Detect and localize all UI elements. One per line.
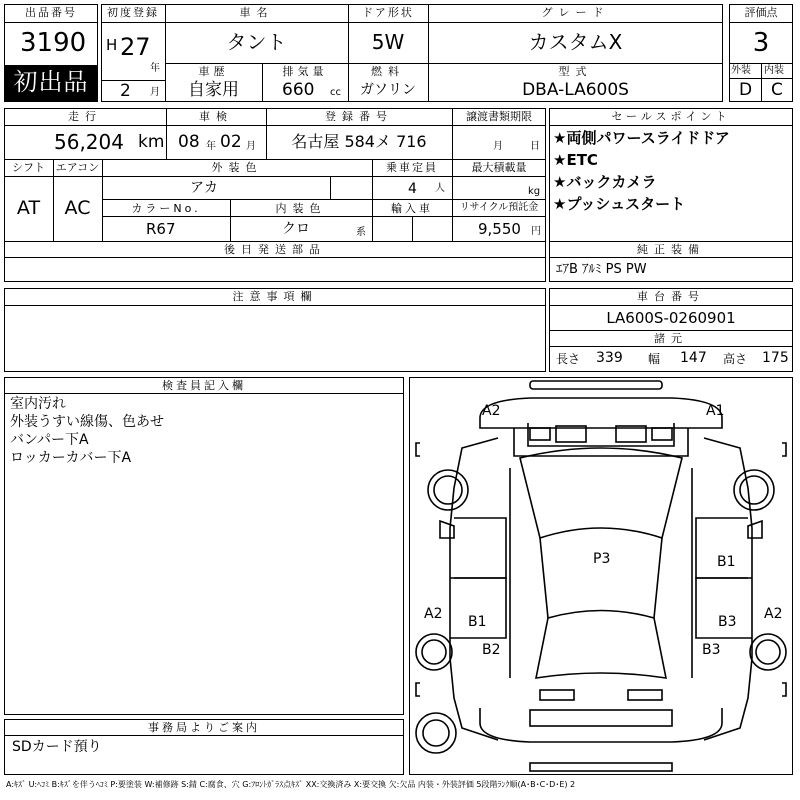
int-score-label: 内装 [764,65,784,76]
legend-text: A:ｷｽﾞ U:ﾍｺﾐ B:ｷｽﾞを伴うﾍｺﾐ P:要塗装 W:補修跡 S:錆 C:腐食、穴 G:ﾌﾛﾝﾄｶﾞﾗｽ点ｷｽﾞ XX:交換済み X:要交換 欠:欠品 内装・外装評価 5段階ﾗﾝｸ順(A･B･C･D･E) 2 [6,780,576,789]
shift-label: シフト [12,161,45,174]
dims-label: 諸元 [654,332,688,345]
reg-era: H [106,36,118,54]
first-listing-badge: 初出品 [5,65,97,101]
reg-month-unit: 月 [150,87,160,98]
model-value: DBA-LA600S [522,80,629,100]
inspector-label: 検査員記入欄 [162,379,246,392]
damage-mark: P3 [593,551,611,567]
damage-mark: B3 [718,614,737,630]
transfer-label: 譲渡書類期限 [466,110,532,123]
plate-label: 登録番号 [325,110,393,123]
grade-value: カスタムX [528,30,623,54]
damage-mark: A2 [482,403,501,419]
door-label: ドア形状 [362,6,414,19]
door-value: 5W [371,30,405,54]
model-label: 型式 [558,65,593,78]
notes-label: 注意事項欄 [232,290,318,303]
chassis-value: LA600S-0260901 [606,309,736,327]
office-text: SDカード預り [12,739,102,755]
len-label: 長さ [556,352,581,366]
history-value: 自家用 [188,80,239,100]
reg-month: 2 [120,81,131,101]
colorno-label: カラーNo. [131,202,201,215]
ac-value: AC [64,197,91,219]
car-label: 車名 [239,6,274,19]
score-value: 3 [752,28,770,58]
chassis-label: 車台番号 [637,290,705,303]
ac-label: エアコン [55,161,100,174]
capacity-value: 4 [408,181,417,197]
damage-mark: B3 [702,642,721,658]
grade-label: グレード [541,6,610,19]
inspector-line: 室内汚れ [10,396,66,412]
recycle-unit: 円 [531,226,541,237]
equip-label: 純正装備 [637,243,705,256]
reg-year: 27 [120,33,151,61]
hei-value: 175 [762,350,789,366]
inspection-month: 02 [220,132,242,152]
displacement-label: 排気量 [282,65,328,78]
inspector-line: 外装うすい線傷、色あせ [10,414,164,430]
interior-value: クロ [282,221,310,237]
recycle-label: リサイクル預託金 [459,202,539,213]
mileage-value: 56,204 [54,130,124,154]
damage-mark: B1 [468,614,487,630]
score-label: 評価点 [744,6,778,19]
ext-score-label: 外装 [731,65,751,76]
interior-label: 内装色 [275,202,327,215]
sales-item: ★両側パワースライドドア [553,129,730,147]
history-label: 車歴 [198,65,229,78]
import-label: 輸入車 [391,202,433,215]
sales-item: ★バックカメラ [553,173,657,191]
sales-label: セールスポイント [611,110,731,123]
inspection-year-unit: 年 [206,141,216,152]
lot-number: 3190 [20,28,87,58]
shift-value: AT [16,197,41,219]
inspection-year: 08 [178,132,200,152]
equip-value: ｴｱB ｱﾙﾐ PS PW [556,262,647,277]
office-label: 事務局よりご案内 [148,721,260,734]
lot-label: 出品番号 [25,6,77,19]
inspection-label: 車検 [199,110,233,123]
exterior-label: 外装色 [211,161,263,174]
mileage-label: 走行 [68,110,102,123]
len-value: 339 [596,350,623,366]
reg-year-unit: 年 [150,63,160,74]
load-unit: kg [528,186,541,197]
inspection-month-unit: 月 [246,141,256,152]
int-score: C [771,80,783,100]
interior-unit: 系 [356,227,366,238]
hei-label: 高さ [723,352,748,366]
ext-score: D [739,80,753,100]
sales-item: ★プッシュスタート [553,195,686,213]
later-parts-label: 後日発送部品 [224,243,326,256]
reg-label: 初度登録 [107,6,159,19]
damage-mark: B2 [482,642,501,658]
mileage-unit: km [138,132,165,152]
wid-label: 幅 [648,352,661,366]
sales-item: ★ETC [553,151,598,169]
inspector-line: ロッカーカバー下A [10,450,132,466]
damage-mark: A2 [424,606,443,622]
car-diagram [409,377,793,775]
fuel-label: 燃料 [371,65,405,78]
recycle-value: 9,550 [478,220,521,238]
fuel-value: ガソリン [360,82,416,98]
plate-value: 名古屋 584メ 716 [291,132,427,151]
capacity-unit: 人 [435,183,445,194]
transfer-month-unit: 月 [493,141,503,152]
transfer-day-unit: 日 [530,141,540,152]
exterior-value: アカ [190,180,218,196]
colorno-value: R67 [146,220,176,238]
inspector-line: バンパー下A [10,432,89,448]
car-outline-diagram [410,378,791,773]
wid-value: 147 [680,350,707,366]
displacement-unit: cc [330,87,341,98]
capacity-label: 乗車定員 [386,161,438,174]
damage-mark: A1 [706,403,725,419]
car-name: タント [226,30,287,54]
displacement-value: 660 [282,80,315,100]
damage-mark: A2 [764,606,783,622]
damage-mark: B1 [717,554,736,570]
load-label: 最大積載量 [471,161,527,174]
